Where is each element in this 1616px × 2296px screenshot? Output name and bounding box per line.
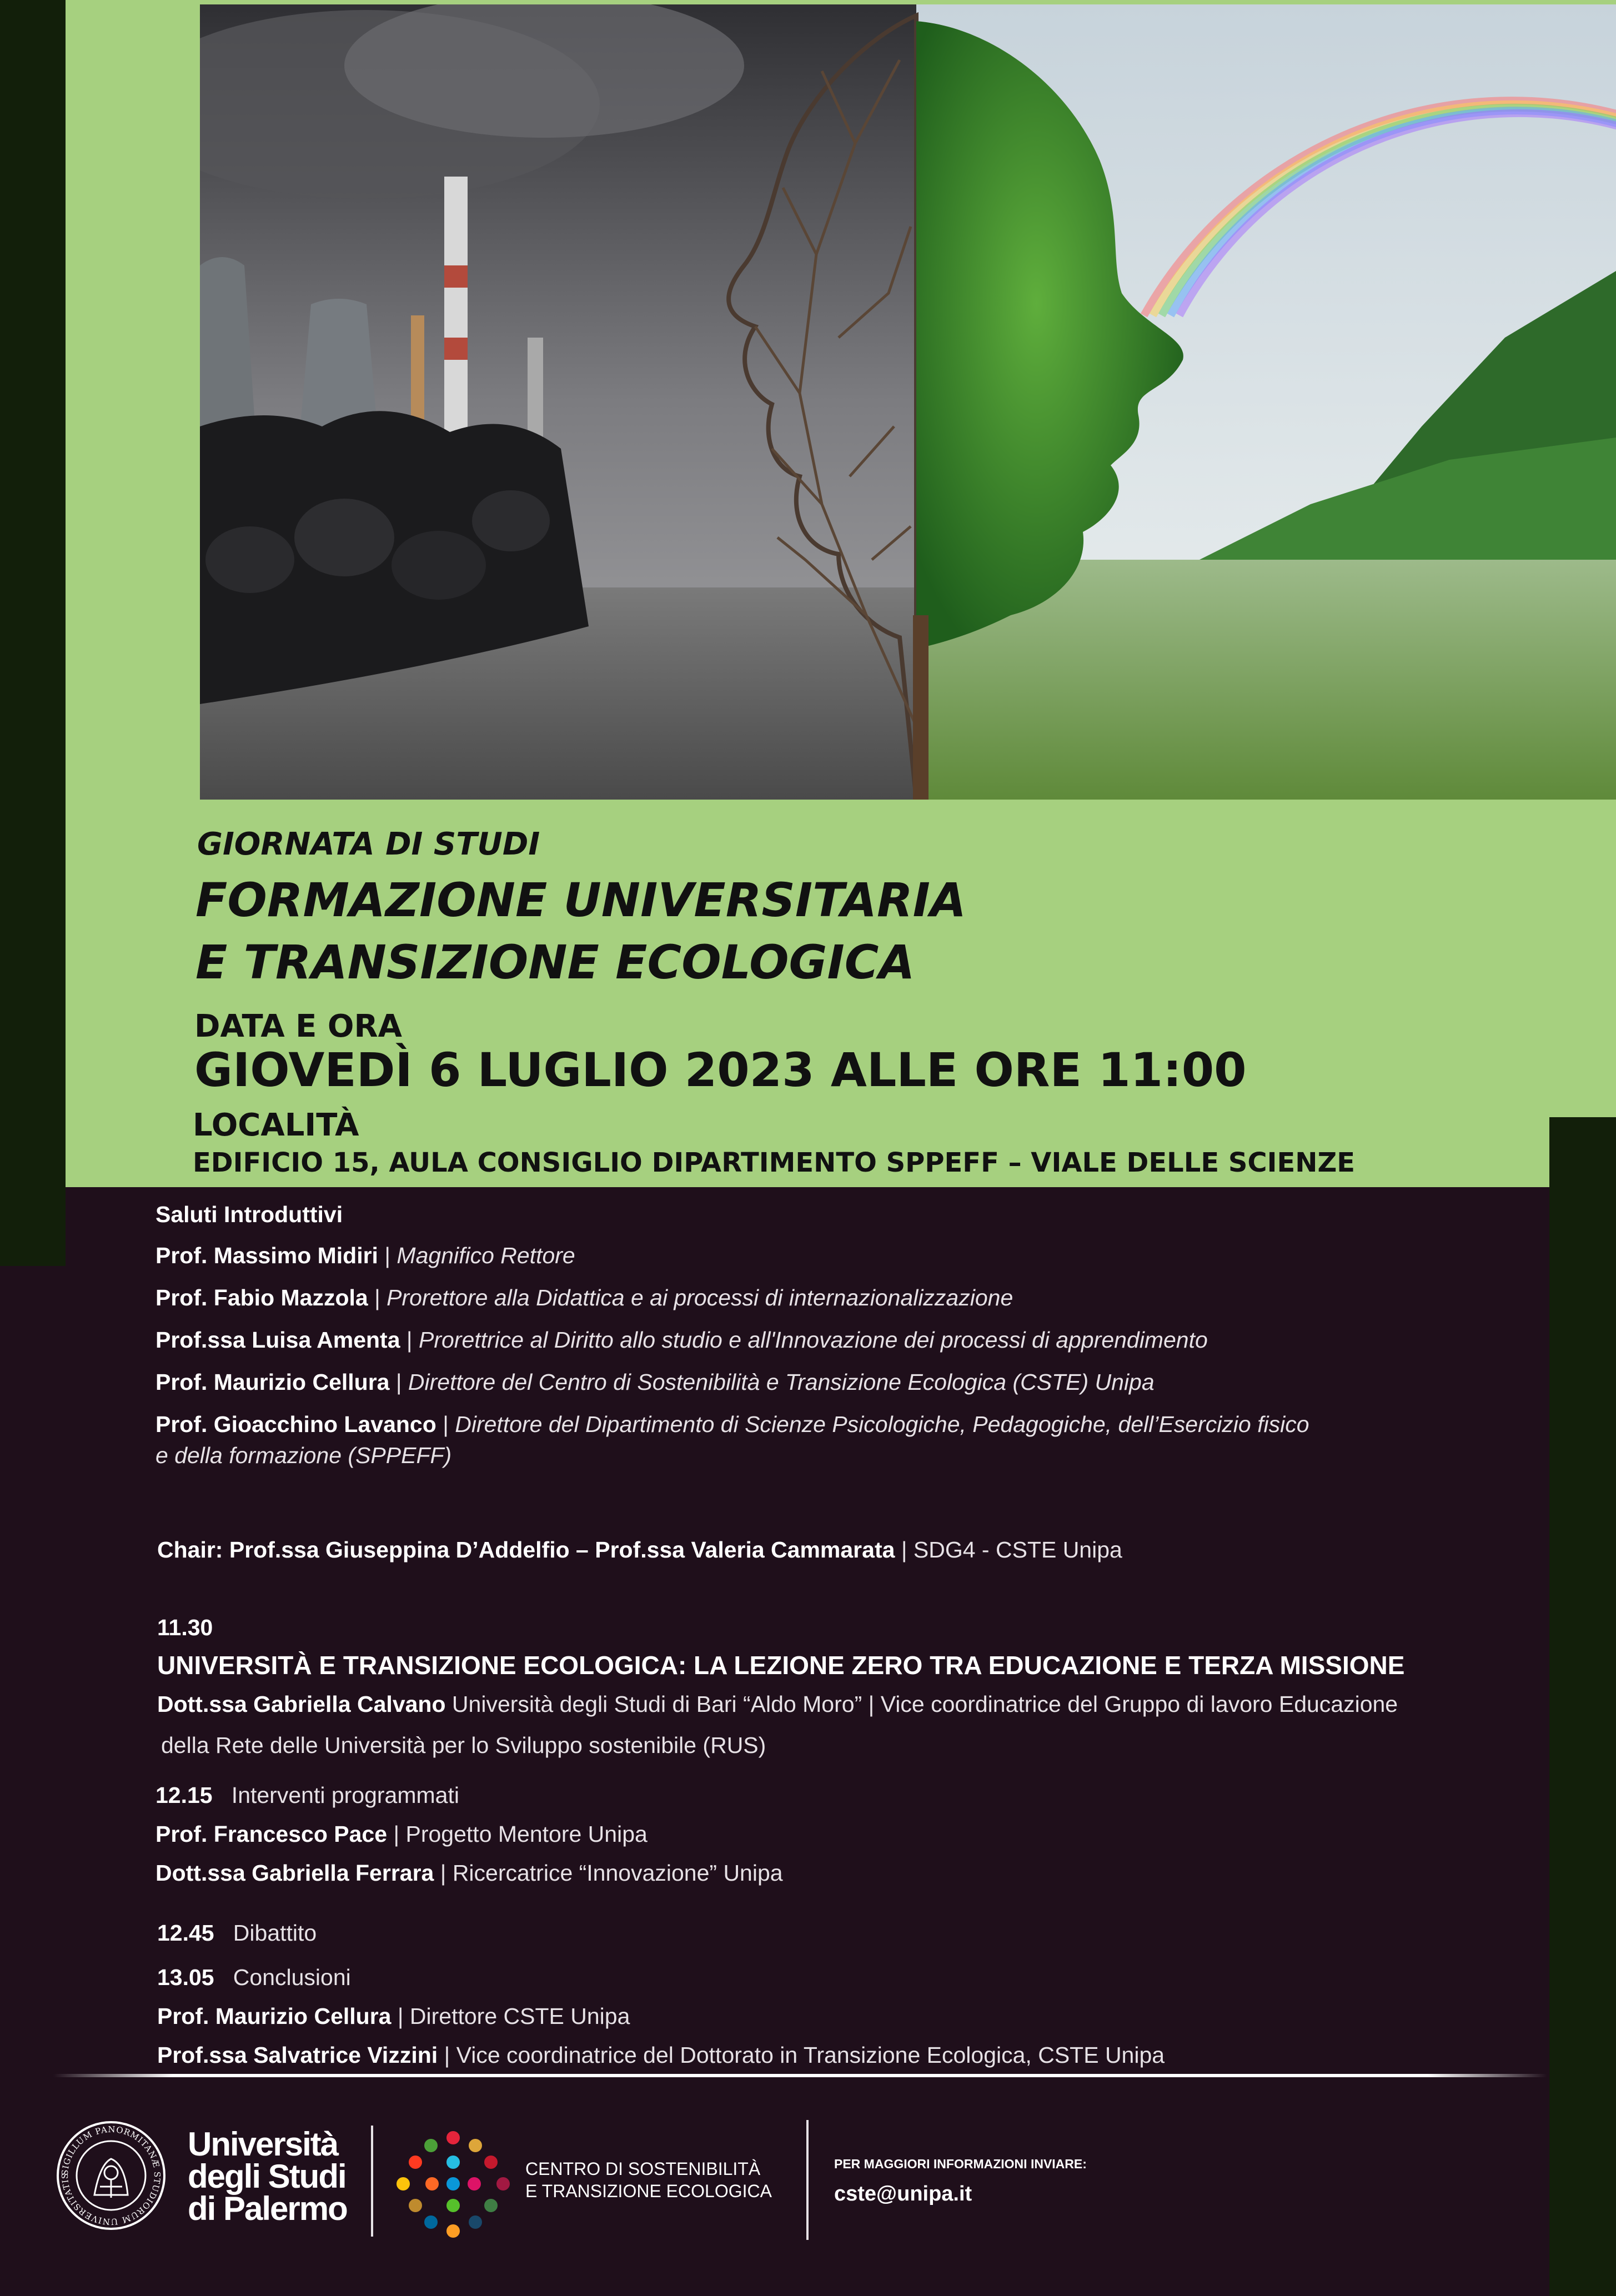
speaker-row: Prof. Maurizio Cellura | Direttore CSTE Unipa — [157, 2003, 630, 2029]
speaker-row: Prof. Massimo Midiri | Magnifico Rettore — [155, 1243, 575, 1268]
session-row: 13.05 Conclusioni — [157, 1965, 351, 1990]
university-name-line2: degli Studi — [188, 2158, 346, 2195]
cste-name-line2: E TRANSIZIONE ECOLOGICA — [525, 2181, 772, 2201]
speaker-row: Prof. Francesco Pace | Progetto Mentore Unipa — [155, 1821, 648, 1847]
event-title-line2: E TRANSIZIONE ECOLOGICA — [195, 935, 915, 989]
session-title: UNIVERSITÀ E TRANSIZIONE ECOLOGICA: LA LEZIONE ZERO TRA EDUCAZIONE E TERZA MISSIONE — [157, 1651, 1405, 1680]
speaker-row: Prof.ssa Luisa Amenta | Prorettrice al Diritto allo studio e all'Innovazione dei processi di apprendimento — [155, 1327, 1208, 1353]
hero-image — [200, 4, 1616, 800]
speaker-row: Prof. Gioacchino Lavanco | Direttore del Dipartimento di Scienze Psicologiche, Pedagogiche, dell’Esercizio fisico — [155, 1411, 1309, 1437]
footer-separator — [371, 2126, 373, 2237]
contact-email[interactable]: cste@unipa.it — [834, 2182, 972, 2205]
garbage-bag — [205, 526, 294, 593]
speaker-row: Dott.ssa Gabriella Ferrara | Ricercatrice “Innovazione” Unipa — [155, 1860, 783, 1886]
right-dark-band — [1549, 1117, 1616, 2296]
hero-illustration — [200, 4, 1616, 800]
university-seal — [56, 2120, 167, 2231]
session-row: 12.45 Dibattito — [157, 1920, 317, 1946]
chair-row: Chair: Prof.ssa Giuseppina D’Addelfio – Prof.ssa Valeria Cammarata | SDG4 - CSTE Unipa — [157, 1537, 1122, 1563]
session-speaker-row: Dott.ssa Gabriella Calvano Università degli Studi di Bari “Aldo Moro” | Vice coordinatrice del Gruppo di lavoro Educazione — [157, 1691, 1398, 1717]
session-affiliation-continuation: della Rete delle Università per lo Sviluppo sostenibile (RUS) — [161, 1732, 766, 1758]
event-kicker: GIORNATA DI STUDI — [197, 826, 540, 862]
greetings-heading: Saluti Introduttivi — [155, 1202, 343, 1227]
garbage-bag — [294, 499, 394, 576]
location-label: LOCALITÀ — [193, 1107, 359, 1143]
footer-divider — [53, 2074, 1547, 2077]
garbage-bag — [392, 531, 486, 600]
info-label: PER MAGGIORI INFORMAZIONI INVIARE: — [834, 2157, 1087, 2171]
speaker-row: Prof. Maurizio Cellura | Direttore del Centro di Sostenibilità e Transizione Ecologica (CSTE) Unipa — [155, 1369, 1155, 1395]
cste-name — [525, 2158, 772, 2202]
cste-name-line1: CENTRO DI SOSTENIBILITÀ — [525, 2159, 761, 2179]
cste-dots-icon — [392, 2126, 514, 2242]
event-title-line1: FORMAZIONE UNIVERSITARIA — [195, 873, 966, 927]
tree-trunk — [913, 615, 929, 800]
svg-text:SIGILLUM PANORMITANÆ STUDIORUM: SIGILLUM PANORMITANÆ STUDIORUM UNIVERSITATIS — [59, 2124, 163, 2227]
university-name-line1: Università — [188, 2126, 338, 2163]
chimney — [444, 177, 468, 465]
speaker-row: Prof.ssa Salvatrice Vizzini | Vice coordinatrice del Dottorato in Transizione Ecologica, CSTE Unipa — [157, 2042, 1165, 2068]
session-row: 12.15 Interventi programmati — [155, 1782, 459, 1808]
chimney-stripe — [444, 265, 468, 288]
date-value: GIOVEDÌ 6 LUGLIO 2023 ALLE ORE 11:00 — [194, 1043, 1247, 1097]
cste-logo — [392, 2126, 514, 2242]
date-label: DATA E ORA — [194, 1008, 402, 1044]
footer-separator — [806, 2120, 809, 2240]
university-seal-icon — [56, 2120, 167, 2231]
garbage-bag — [472, 490, 550, 551]
location-value: EDIFICIO 15, AULA CONSIGLIO DIPARTIMENTO SPPEFF – VIALE DELLE SCIENZE — [193, 1147, 1356, 1178]
session-time: 11.30 — [157, 1615, 213, 1640]
left-dark-band — [0, 0, 66, 1266]
university-name-line3: di Palermo — [188, 2190, 347, 2227]
university-name — [188, 2128, 347, 2225]
chimney-stripe — [444, 338, 468, 360]
speaker-row: Prof. Fabio Mazzola | Prorettore alla Didattica e ai processi di internazionalizzazione — [155, 1285, 1013, 1310]
speaker-role-continuation: e della formazione (SPPEFF) — [155, 1443, 452, 1468]
